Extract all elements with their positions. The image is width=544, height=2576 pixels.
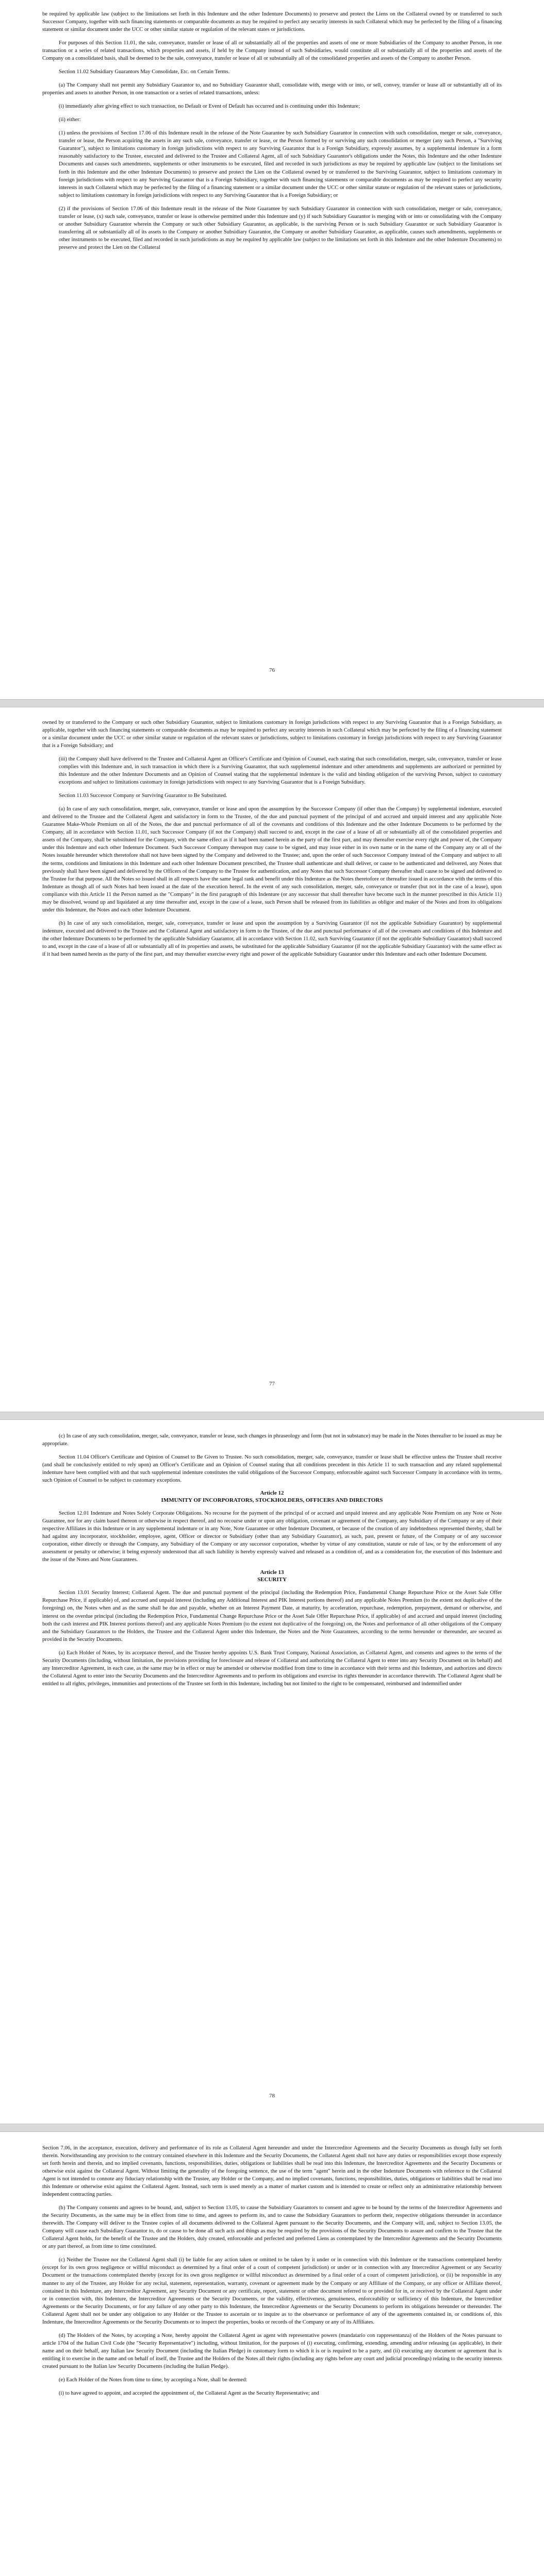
paragraph: (d) The Holders of the Notes, by accepting a Note, hereby appoint the Collateral Agent as agent with representative powers (mandatario con rappresentanza) of the Holders of the Notes pursuant to article 1704 of the Italian Civil Code (the "Security Representative") including, without limitation, for the purposes of (i) executing, confirming, extending, amending and/or releasing (as applicable), in their name and on their behalf, any Italian law Security Document (including the Italian Pledge) in customary form to which it is or is required to be a party, and (ii) executing any document or agreement that is entitling it to exercise in the name and on behalf of itself, the Trustee and the Holders of the Notes all their rights (including any rights before any court and judicial proceedings) relating to the security interests created pursuant to the Italian law Security Documents (including the Italian Pledge). — [42, 2332, 502, 2369]
page-separator — [0, 2124, 544, 2132]
paragraph: (a) Each Holder of Notes, by its acceptance thereof, and the Trustee hereby appoints U.S. Bank Trust Company, National Association, as Collateral Agent, and consents and agrees to the terms of the Security Documents (including, without limitation, the provisions providing for foreclosure and release of Collateral and authorizing the Collateral Agent to enter into any Security Document on its behalf) and any Intercreditor Agreement, in each case, as the same may be in effect or may be amended or otherwise modified from time to time in accordance with their terms and this Indenture, and authorizes and directs the Collateral Agent to enter into the Security Documents and the Intercreditor Agreements and to perform its obligations and exercise its rights thereunder in accordance therewith. The Collateral Agent shall be entitled to all rights, privileges, immunities and protections of the Trustee set forth in this Indenture, including but not limited to the right to be compensated, reimbursed and indemnified under — [42, 1650, 502, 1687]
paragraph: (ii) either: — [59, 117, 81, 123]
paragraph: (c) In case of any such consolidation, merger, sale, conveyance, transfer or lease, such changes in phraseology and form (but not in substance) may be made in the Notes thereafter to be issued as may be appropriate. — [42, 1433, 502, 1447]
paragraph: owned by or transferred to the Company or such other Subsidiary Guarantor, subject to limitations customary in foreign jurisdictions with respect to any Surviving Guarantor that is a Foreign Subsidiary, as applicable, together with such financing statements or comparable documents as may be required to perfect any security interests in such Collateral which may be perfected by the filing of a financing statement or a similar document under the UCC or other similar statute or regulation of the relevant states or jurisdictions, subject to limitations customary in foreign jurisdictions with respect to any Surviving Guarantor that is a Foreign Subsidiary; and — [42, 720, 502, 749]
paragraph: For purposes of this Section 11.01, the sale, conveyance, transfer or lease of all or substantially all of the properties and assets of one or more Subsidiaries of the Company to another Person, in one transaction or a series of related transactions, which properties and assets, if held by the Company instead of such Subsidiaries, would constitute all or substantially all of the properties and assets of the Company on a consolidated basis, shall be deemed to be the sale, conveyance, transfer or lease of all or substantially all of the consolidated properties and assets of the Company to another Person. — [42, 40, 502, 62]
paragraph: (2) if the provisions of Section 17.06 of this Indenture result in the release of the Note Guarantee by such Subsidiary Guarantor in connection with such consolidation, merger or sale, conveyance, transfer or lease, (x) such sale, conveyance, transfer or lease is otherwise permitted under this Indenture and (y) if such Subsidiary Guarantor is merging with or into or consolidating with the Company or another Subsidiary Guarantor wherein the Company or such other Subsidiary Guarantor, as applicable, is the surviving Person or is such Subsidiary Guarantor or such Subsidiary Guarantor is transferring all or substantially all of its assets to the Company or another Subsidiary Guarantor, the Company or another Subsidiary Guarantor, as applicable, causes such amendments, supplements or other instruments to be executed, filed and recorded in such jurisdictions as may be required by applicable law (subject to the limitations set forth in this Indenture and the other Indenture Documents) to preserve and protect the Lien on the Collateral — [59, 206, 502, 250]
paragraph: (i) to have agreed to appoint, and accepted the appointment of, the Collateral Agent as the Security Representative; and — [59, 2390, 319, 2396]
paragraph: (1) unless the provisions of Section 17.06 of this Indenture result in the release of the Note Guarantee by such Subsidiary Guarantor in connection with such consolidation, merger or sale, conveyance, transfer or lease, the Person acquiring the assets in any such sale, conveyance, transfer or lease, or the Person formed by or surviving any such consolidation or merger (any such Person, a "Surviving Guarantor"), subject to limitations customary in foreign jurisdictions with respect to any Surviving Guarantor that is a Foreign Subsidiary, expressly assumes, by a supplemental indenture in a form reasonably satisfactory to the Trustee, executed and delivered to the Trustee and Collateral Agent, all of such Subsidiary Guarantor's obligations under the Notes, this Indenture and the other Indenture Documents and causes such amendments, supplements or other instruments to be executed, filed and recorded in such jurisdictions as may be required by applicable law (subject to the limitations set forth in this Indenture and the other Indenture Documents) to preserve and protect the Lien on the Collateral owned by or transferred to the Surviving Guarantor, subject to limitations customary in foreign jurisdictions with respect to any Surviving Guarantor that is a Foreign Subsidiary, together with such financing statements or comparable documents as may be required to perfect any security interests in such Collateral which may be perfected by the filing of a financing statement or a similar document under the UCC or other similar statute or regulation of the relevant states or jurisdictions, subject to limitations customary in foreign jurisdictions with respect to any Surviving Guarantor that is a Foreign Subsidiary; or — [59, 130, 502, 198]
paragraph: Section 13.01 Security Interest; Collateral Agent. The due and punctual payment of the principal (including the Redemption Price, Fundamental Change Repurchase Price or the Asset Sale Offer Repurchase Price, if applicable) of, and accrued and unpaid interest (including any Additional Interest and PIK Interest portions thereof) and any applicable Notes Premium (to the extent not duplicative of the foregoing) on, the Notes when and as the same shall be due and payable, whether on an Interest Payment Date, at maturity, by acceleration, repurchase, redemption, prepayment, demand or otherwise, and interest on the overdue principal (including the Redemption Price, Fundamental Change Repurchase Price or the Asset Sale Offer Repurchase Price, if applicable) of and accrued and unpaid interest (including both the cash interest and PIK Interest portions thereof) and any applicable Notes Premium (to the extent not duplicative of the foregoing) on, the Notes and performance of all other obligations of the Company and the Subsidiary Guarantors to the Holders, the Trustee and the Collateral Agent under this Indenture, the Notes and the Note Guarantees, according to the terms hereunder or thereunder, are secured as provided in the Security Documents. — [42, 1590, 502, 1642]
page-79 — [0, 2134, 544, 2576]
paragraph: (c) Neither the Trustee nor the Collateral Agent shall (i) be liable for any action taken or omitted to be taken by it under or in connection with this Indenture or the transactions contemplated hereby (except for its own gross negligence or willful misconduct as determined by a final order of a court of competent jurisdiction) or under or in connection with any Intercreditor Agreement or any Security Document or the transactions contemplated thereby (except for its own gross negligence or willful misconduct as determined by a final order of a court of competent jurisdiction), or (ii) be responsible in any manner to any of the Trustee, any Holder for any recital, statement, representation, warranty, covenant or agreement made by the Company or any Affiliate of the Company, or any officer or Affiliate thereof, contained in this Indenture, any Intercreditor Agreement, any Security Document or any certificate, report, statement or other document referred to or provided for in, or received by the Collateral Agent under or in connection with, this Indenture, the Intercreditor Agreements or the Security Documents, or the validity, effectiveness, genuineness, enforceability or sufficiency of this Indenture, the Intercreditor Agreements or the Security Documents, or for any failure of any other party to this Indenture, the Intercreditor Agreements or the Security Documents to perform its obligations hereunder or thereunder. The Collateral Agent shall not be under any obligation to any Holder or the Trustee to ascertain or to inquire as to the observance or performance of any of the agreements contained in, or conditions of, this Indenture, the Intercreditor Agreements or the Security Documents or to inspect the properties, books or records of the Company or any of its Affiliates. — [42, 2257, 502, 2325]
page-number: 77 — [269, 1381, 275, 1387]
paragraph: (a) In case of any such consolidation, merger, sale, conveyance, transfer or lease and upon the assumption by the Successor Company (if other than the Company) by supplemental indenture, executed and delivered to the Trustee and the Collateral Agent and satisfactory in form to the Trustee, of the due and punctual payment of the principal of and accrued and unpaid interest and any applicable Note Guarantee Make-Whole Premium on all of the Notes, the due and punctual performance of all of the covenants and conditions of this Indenture and the other Indenture Documents to be performed by the Company, all in accordance with Section 11.01, such Successor Company (if not the Company) shall succeed to and, except in the case of a lease of all or substantially all of the consolidated properties and assets of the Company, shall be substituted for the Company, with the same effect as if it had been named herein as the party of the first part, and may thereafter exercise every right and power of, the Company under this Indenture and each other Indenture Document. Such Successor Company thereupon may cause to be signed, and may issue either in its own name or in the name of the Company any or all of the Notes issuable hereunder which theretofore shall not have been signed by the Company and delivered to the Trustee; and, upon the order of such Successor Company instead of the Company and subject to all the terms, conditions and limitations in this Indenture and each other Indenture Document prescribed, the Trustee shall authenticate and shall deliver, or cause to be authenticated and delivered, any Notes that previously shall have been signed and delivered by the Officers of the Company to the Trustee for authentication, and any Notes that such Successor Company thereafter shall cause to be signed and delivered to the Trustee for that purpose. All the Notes so issued shall in all respects have the same legal rank and benefit under this Indenture as the Notes theretofore or thereafter issued in accordance with the terms of this Indenture as though all of such Notes had been issued at the date of the execution hereof. In the event of any such consolidation, merger, sale, conveyance or transfer (but not in the case of a lease), upon compliance with this Article 11 the Person named as the "Company" in the first paragraph of this Indenture (or any successor that shall thereafter have become such in the manner prescribed in this Article 11) may be dissolved, wound up and liquidated at any time thereafter and, except in the case of a lease, such Person shall be released from its liabilities as obligor and maker of the Notes and from its obligations under this Indenture, the Notes and each other Indenture Document. — [42, 806, 502, 913]
paragraph: Section 11.04 Officer's Certificate and Opinion of Counsel to Be Given to Trustee. No such consolidation, merger, sale, conveyance, transfer or lease shall be effective unless the Trustee shall receive (and shall be conclusively entitled to rely upon) an Officer's Certificate and an Opinion of Counsel stating that all conditions precedent in this Article 11 to such transaction and any related supplemental indenture have been complied with and that such supplemental indenture constitutes the valid obligations of the Successor Company, enforceable against such Successor Company in accordance with its terms, such Opinion of Counsel to be subject to customary exceptions. — [42, 1454, 502, 1484]
paragraph: (iii) the Company shall have delivered to the Trustee and Collateral Agent an Officer's Certificate and Opinion of Counsel, each stating that such consolidation, merger, sale, conveyance, transfer or lease complies with this Indenture and, in such transaction in which there is a Surviving Guarantor, that such supplemental indenture and other amendments and supplements are authorized or permitted by this Indenture and the other Indenture Documents and an Opinion of Counsel stating that the supplemental indenture is the valid and binding obligation of the surviving Person, subject to customary exceptions and subject to limitations customary in foreign jurisdictions with respect to any Surviving Guarantor that is a Foreign Subsidiary. — [59, 756, 502, 786]
page-number: 76 — [269, 667, 275, 673]
page-separator — [0, 1412, 544, 1420]
page-78 — [0, 1422, 544, 2117]
paragraph: (b) In case of any such consolidation, merger, sale, conveyance, transfer or lease and upon the assumption by a Surviving Guarantor (if not the applicable Subsidiary Guarantor) by supplemental indenture, executed and delivered to the Trustee and the Collateral Agent and satisfactory in form to the Trustee, of the due and punctual performance of all of the covenants and conditions of this Indenture and the other Indenture Documents to be performed by the applicable Subsidiary Guarantor, all in accordance with Section 11.02, such Surviving Guarantor (if not the applicable Subsidiary Guarantor) shall succeed to and, except in the case of a lease of all or substantially all of its properties and assets, be substituted for the applicable Subsidiary Guarantor (if not the applicable Subsidiary Guarantor) with the same effect as if it had been named herein as the party of the first part, and may thereafter exercise every right and power of the applicable Subsidiary Guarantor under this Indenture and each other Indenture Document. — [42, 920, 502, 957]
paragraph: Section 7.06, in the acceptance, execution, delivery and performance of its role as Collateral Agent hereunder and under the Intercreditor Agreements and the Security Documents as though fully set forth therein. Notwithstanding any provision to the contrary contained elsewhere in this Indenture and the Security Documents, the Collateral Agent shall not have any duties or responsibilities except those expressly set forth herein and therein, and no implied covenants, functions, responsibilities, duties, obligations or liabilities shall be read into this Indenture, the Intercreditor Agreements and the Security Documents or otherwise exist against the Collateral Agent. Without limiting the generality of the foregoing sentence, the use of the term "agent" herein and in the other Indenture Documents with reference to the Collateral Agent is not intended to connote any fiduciary relationship with the Trustee, any Holder or the Company, and no implied covenants, functions, responsibilities, duties, obligations or liabilities shall be read into this Indenture or otherwise exist against the Collateral Agent. Instead, such term is used merely as a matter of market custom and is intended to create or reflect only an administrative relationship between independent contracting parties. — [42, 2145, 502, 2198]
paragraph: (e) Each Holder of the Notes from time to time, by accepting a Note, shall be deemed: — [59, 2377, 248, 2383]
page-separator — [0, 699, 544, 707]
paragraph: be required by applicable law (subject to the limitations set forth in this Indenture and the other Indenture Documents) to preserve and protect the Liens on the Collateral owned by or transferred to such Successor Company, together with such financing statements or comparable documents as may be required to perfect any security interests in such Collateral which may be perfected by the filing of a financing statement or similar document under the UCC or other similar statute or regulation of the relevant states or jurisdictions. — [42, 11, 502, 33]
page-76 — [0, 0, 544, 706]
paragraph: Section 12.01 Indenture and Notes Solely Corporate Obligations. No recourse for the payment of the principal of or accrued and unpaid interest and any applicable Note Premium on any Note or Note Guarantee, nor for any claim based thereon or otherwise in respect thereof, and no recourse under or upon any obligation, covenant or agreement of the Company, any Subsidiary of the Company or any of their respective Affiliates in this Indenture or in any supplemental indenture or in any Note, Note Guarantee or other Indenture Document, or because of the creation of any indebtedness represented thereby, shall be had against any incorporator, stockholder, employee, agent, Officer or director or Subsidiary (other than any Subsidiary Guarantor), as such, past, present or future, of the Company or of any successor corporation, either directly or through the Company, any Subsidiary of the Company or any successor corporation, whether by virtue of any constitution, statute or rule of law, or by the enforcement of any assessment or penalty or otherwise; it being expressly understood that all such liability is hereby expressly waived and released as a condition of, and as a consideration for, the execution of this Indenture and the issue of the Notes and Note Guarantees. — [42, 1511, 502, 1563]
page-number: 78 — [269, 2093, 275, 2099]
section-heading: Section 11.02 Subsidiary Guarantors May Consolidate, Etc. on Certain Terms. — [59, 69, 230, 75]
section-heading: Section 11.03 Successor Company or Surviving Guarantor to Be Substituted. — [59, 793, 227, 799]
paragraph: (b) The Company consents and agrees to be bound, and, subject to Section 13.05, to cause the Subsidiary Guarantors to consent and agree to be bound by the terms of the Intercreditor Agreements and the Security Documents, as the same may be in effect from time to time, and agrees to perform its, and to cause the Subsidiary Guarantors to perform their, respective obligations thereunder in accordance therewith. The Company will deliver to the Trustee copies of all documents delivered to the Collateral Agent pursuant to the Security Documents, and the Company will, and, subject to Section 13.05, the Company will cause each Subsidiary Guarantor to, do or cause to be done all such acts and things as may be required by the provisions of the Security Documents to assure and confirm to the Trustee that the Collateral Agent holds, for the benefit of the Trustee and the Holders, duly created, enforceable and perfected and preferred Liens as contemplated by the Intercreditor Agreements and the Security Documents or any part thereof, as from time to time constituted. — [42, 2205, 502, 2250]
article-heading: Article 12 — [260, 1490, 284, 1497]
article-heading: Article 13 — [260, 1569, 284, 1576]
paragraph: (i) immediately after giving effect to such transaction, no Default or Event of Default has occurred and is continuing under this Indenture; — [59, 104, 360, 110]
article-title: IMMUNITY OF INCORPORATORS, STOCKHOLDERS, OFFICERS AND DIRECTORS — [161, 1497, 383, 1504]
paragraph: (a) The Company shall not permit any Subsidiary Guarantor to, and no Subsidiary Guarantor shall, consolidate with, merge with or into, or sell, convey, transfer or lease all or substantially all of its properties and assets to another Person, in one transaction or a series of related transactions, unless: — [42, 82, 502, 96]
page-77 — [0, 708, 544, 1419]
article-title: SECURITY — [257, 1577, 287, 1583]
